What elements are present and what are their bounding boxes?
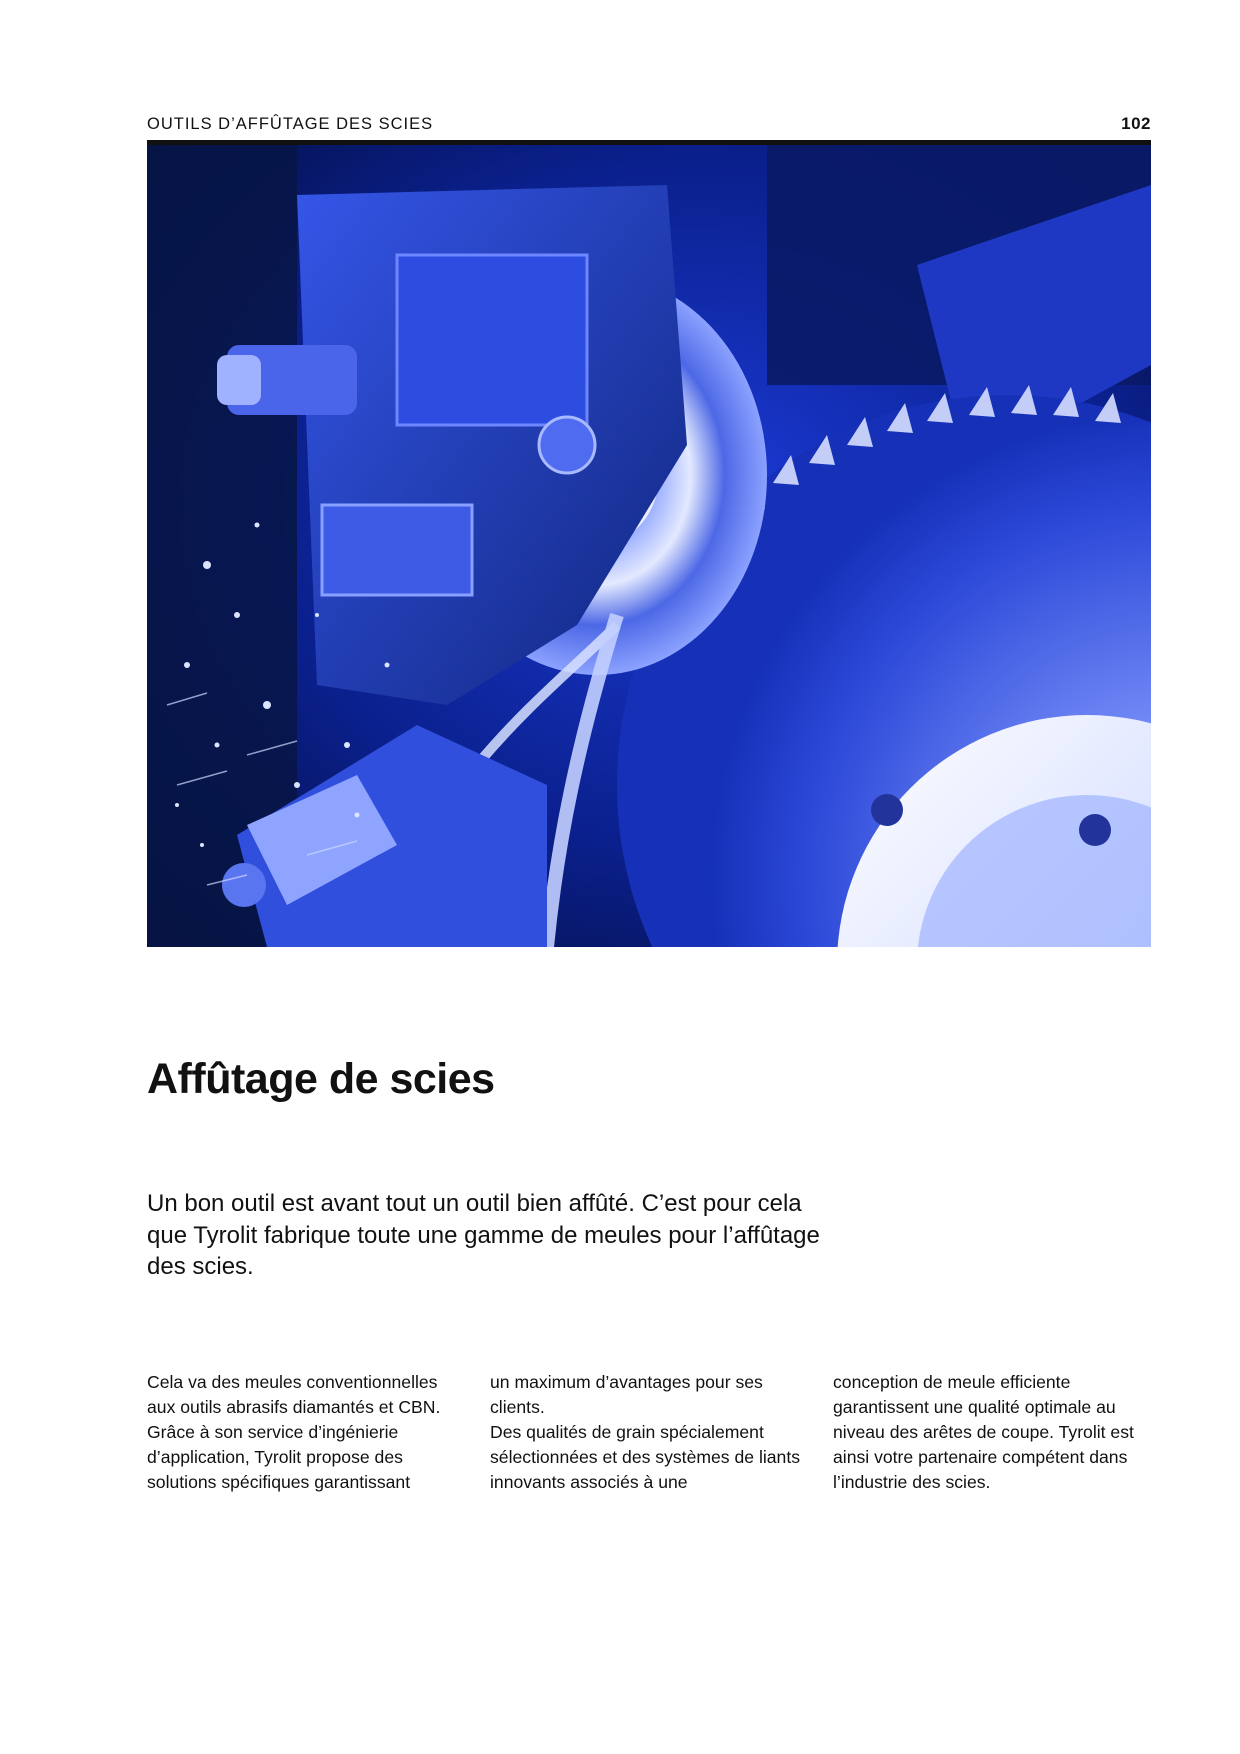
section-label: OUTILS D’AFFÛTAGE DES SCIES [147, 115, 434, 133]
page-title: Affûtage de scies [147, 1055, 495, 1103]
body-column-1: Cela va des meules conventionnelles aux outils abrasifs diamantés et CBN. Grâce à son service d’ingénierie d’application, Tyrolit propose des solutions spécifiques garantissant [147, 1372, 441, 1492]
lead-paragraph: Un bon outil est avant tout un outil bien affûté. C’est pour cela que Tyrolit fabrique toute une gamme de meules pour l’affûtage des scies. [147, 1190, 820, 1280]
body-columns [147, 1370, 1151, 1495]
body-column-3: conception de meule efficiente garantissent une qualité optimale au niveau des arêtes de coupe. Tyrolit est ainsi votre partenaire compétent dans l’industrie des scies. [833, 1372, 1134, 1492]
saw-sharpening-illustration [147, 145, 1151, 947]
body-column-2: un maximum d’avantages pour ses clients. Des qualités de grain spécialement sélectionnées et des systèmes de liants innovants associés à une [490, 1372, 801, 1492]
page-number: 102 [1121, 114, 1151, 133]
hero-photo [147, 145, 1151, 947]
running-header [147, 112, 1151, 134]
